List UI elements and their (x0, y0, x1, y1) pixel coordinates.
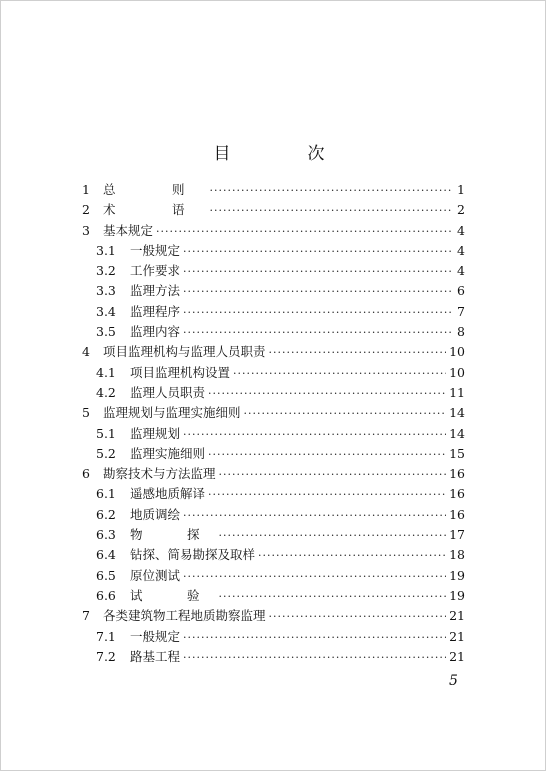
dot-leader (156, 225, 452, 238)
toc-entry-number: 4 (82, 344, 90, 360)
toc-entry-label: 监理实施细则 (130, 445, 206, 461)
toc-entry-label: 试 验 (130, 587, 216, 603)
toc-entry-page: 4 (457, 222, 465, 238)
dot-leader (258, 549, 446, 562)
toc-entry-number: 4.2 (96, 384, 116, 400)
toc-entry-label: 物 探 (130, 527, 216, 543)
dot-leader (183, 306, 452, 319)
toc-entry-number: 4.1 (96, 364, 116, 380)
toc-entry-number: 6.4 (96, 547, 116, 563)
toc-entry[interactable] (82, 525, 465, 545)
toc-entry-label: 监理方法 (130, 283, 181, 299)
toc-entry[interactable] (82, 221, 465, 241)
toc-entry-number: 6.1 (96, 486, 116, 502)
dot-leader (208, 387, 446, 400)
toc-entry-number: 5.2 (96, 445, 116, 461)
dot-leader (183, 265, 452, 278)
dot-leader (219, 590, 447, 603)
toc-entry-number: 6.3 (96, 527, 116, 543)
toc-entry-number: 7.1 (96, 628, 116, 644)
toc-entry-label: 遥感地质解译 (130, 486, 206, 502)
dot-leader (233, 367, 446, 380)
toc-entry-page: 21 (449, 608, 465, 624)
toc-entry-label: 监理内容 (130, 324, 181, 340)
page-number: 5 (449, 673, 458, 689)
dot-leader (183, 428, 446, 441)
dot-leader (219, 529, 447, 542)
toc-entry[interactable] (82, 424, 465, 444)
toc-entry[interactable] (82, 566, 465, 586)
toc-entry[interactable] (82, 342, 465, 362)
toc-entry-label: 项目监理机构设置 (130, 364, 231, 380)
dot-leader (269, 610, 447, 623)
toc-entry-page: 21 (449, 648, 465, 664)
toc-entry[interactable] (82, 606, 465, 626)
toc-entry-number: 3.3 (96, 283, 116, 299)
toc-entry-page: 15 (449, 445, 465, 461)
toc-entry[interactable] (82, 464, 465, 484)
toc-entry-number: 3.4 (96, 303, 116, 319)
toc-entry-label: 监理规划与监理实施细则 (103, 405, 241, 421)
toc-entry-page: 17 (449, 527, 465, 543)
toc-entry-label: 原位测试 (130, 567, 181, 583)
toc-entry-label: 基本规定 (103, 222, 154, 238)
toc-entry[interactable] (82, 586, 465, 606)
toc-entry-label: 地质调绘 (130, 506, 181, 522)
toc-entry-page: 11 (449, 384, 465, 400)
dot-leader (183, 570, 446, 583)
toc-entry-page: 14 (449, 405, 465, 421)
toc-entry-number: 6.6 (96, 587, 116, 603)
toc-entry-number: 2 (82, 202, 90, 218)
toc-entry-label: 各类建筑物工程地质勘察监理 (103, 608, 266, 624)
dot-leader (183, 651, 446, 664)
dot-leader (219, 468, 447, 481)
toc-entry-label: 监理人员职责 (130, 384, 206, 400)
toc-entry-label: 监理规划 (130, 425, 181, 441)
toc-entry-label: 工作要求 (130, 263, 181, 279)
toc-entry-label: 项目监理机构与监理人员职责 (103, 344, 266, 360)
toc-entry[interactable] (82, 545, 465, 565)
toc-entry-page: 19 (449, 567, 465, 583)
toc-entry[interactable] (82, 444, 465, 464)
toc-title: 目 次 (213, 144, 355, 164)
toc-entry-label: 术 语 (103, 202, 207, 218)
toc-entry-page: 7 (457, 303, 465, 319)
dot-leader (210, 184, 452, 197)
toc-entry-label: 钻探、简易勘探及取样 (130, 547, 256, 563)
toc-entry-page: 21 (449, 628, 465, 644)
toc-entry-number: 1 (82, 182, 90, 197)
toc-entry[interactable] (82, 403, 465, 423)
toc-entry-number: 6.2 (96, 506, 116, 522)
toc-entry[interactable] (82, 200, 465, 220)
toc-entry[interactable] (82, 363, 465, 383)
dot-leader (208, 488, 446, 501)
dot-leader (183, 631, 446, 644)
toc-entry-page: 4 (457, 263, 465, 279)
toc-entry[interactable] (82, 484, 465, 504)
toc-entry-page: 18 (449, 547, 465, 563)
toc-entry-number: 3 (82, 222, 90, 238)
toc-entry-page: 14 (449, 425, 465, 441)
dot-leader (269, 346, 447, 359)
toc-entry-page: 8 (457, 324, 465, 340)
toc-entry-page: 16 (449, 486, 465, 502)
toc-entry[interactable] (82, 383, 465, 403)
toc-entry[interactable] (82, 627, 465, 647)
table-of-contents (82, 180, 465, 667)
toc-entry-page: 10 (449, 344, 465, 360)
toc-entry[interactable] (82, 302, 465, 322)
dot-leader (244, 407, 447, 420)
toc-entry-number: 3.2 (96, 263, 116, 279)
toc-entry-label: 勘察技术与方法监理 (103, 466, 216, 482)
toc-entry[interactable] (82, 180, 465, 200)
toc-entry-page: 10 (449, 364, 465, 380)
toc-entry-page: 6 (457, 283, 465, 299)
toc-entry-page: 16 (449, 506, 465, 522)
toc-entry[interactable] (82, 261, 465, 281)
toc-entry-page: 19 (449, 587, 465, 603)
dot-leader (210, 204, 452, 217)
toc-entry-page: 4 (457, 242, 465, 258)
toc-entry[interactable] (82, 281, 465, 301)
toc-entry-number: 3.5 (96, 324, 116, 340)
dot-leader (183, 326, 452, 339)
toc-entry-number: 3.1 (96, 242, 116, 258)
toc-entry-label: 监理程序 (130, 303, 181, 319)
toc-entry-label: 一般规定 (130, 628, 181, 644)
toc-entry-number: 5 (82, 405, 90, 421)
toc-entry[interactable] (82, 505, 465, 525)
toc-entry-label: 一般规定 (130, 242, 181, 258)
toc-entry-number: 6.5 (96, 567, 116, 583)
dot-leader (183, 245, 452, 258)
toc-entry-page: 16 (449, 466, 465, 482)
toc-entry-number: 5.1 (96, 425, 116, 441)
dot-leader (208, 448, 446, 461)
toc-entry-number: 6 (82, 466, 90, 482)
toc-entry[interactable] (82, 241, 465, 261)
toc-entry[interactable] (82, 322, 465, 342)
toc-entry-page: 2 (457, 202, 465, 218)
dot-leader (183, 509, 446, 522)
toc-entry-number: 7 (82, 608, 90, 624)
toc-entry-page: 1 (457, 182, 465, 197)
toc-entry-number: 7.2 (96, 648, 116, 664)
toc-entry[interactable] (82, 647, 465, 667)
dot-leader (183, 285, 452, 298)
toc-entry-label: 路基工程 (130, 648, 181, 664)
toc-entry-label: 总 则 (103, 182, 207, 197)
